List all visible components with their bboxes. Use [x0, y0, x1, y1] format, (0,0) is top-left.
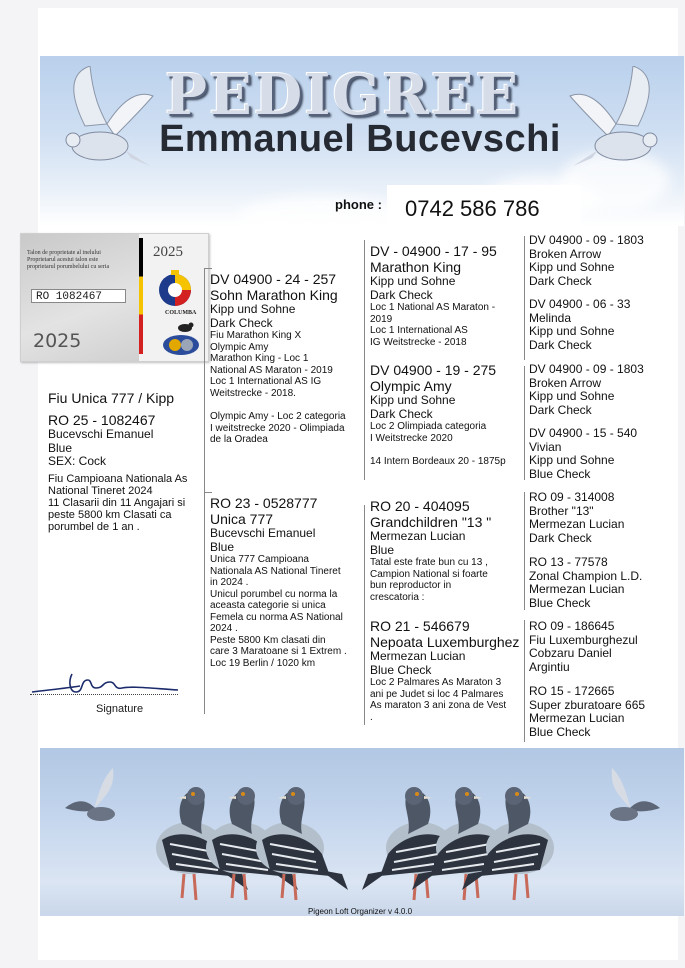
ring-card-year-bottom: 2025	[33, 330, 82, 352]
subject-color: Blue	[48, 440, 73, 455]
ring-card-emblem-icon	[161, 334, 201, 356]
footer-banner	[40, 748, 684, 916]
sire-notes: Fiu Marathon King X Olympic Amy Marathon King - Loc 1 National AS Maraton - 2019 Loc 1 International AS IG Weitstrecke - 2018. Olympic Amy - Loc 2 categoria I weitstrecke 2020 - Olimpiada de la Oradea	[210, 330, 346, 445]
sire-name: Sohn Marathon King	[210, 287, 338, 303]
gen3-ring: DV 04900 - 09 - 1803	[529, 233, 644, 247]
dam	[210, 495, 362, 669]
sire	[210, 271, 362, 446]
gen3-ring: DV 04900 - 15 - 540	[529, 426, 638, 440]
dd-ring: RO 21 - 546679	[370, 618, 470, 634]
sire-sire	[370, 243, 524, 348]
ds-ring: RO 20 - 404095	[370, 498, 470, 514]
columba-label: COLUMBA	[165, 310, 197, 316]
sire-color: Dark Check	[210, 315, 273, 330]
ds-notes: Tatal este frate bun cu 13 , Campion National si foarte bun reproductor in crescatoria :	[370, 557, 488, 603]
dam-ring: RO 23 - 0528777	[210, 495, 318, 511]
connector-line	[204, 268, 212, 269]
dam-breeder: Bucevschi Emanuel	[210, 526, 316, 540]
sd-color: Dark Check	[370, 406, 433, 421]
pigeons-illustration-icon	[40, 748, 684, 916]
gen3-entry: DV 04900 - 15 - 540 Vivian Kipp und Sohne Blue Check	[529, 427, 679, 481]
ss-name: Marathon King	[370, 259, 462, 275]
pedigree-title: PEDIGREE	[164, 62, 521, 128]
connector-line	[204, 492, 212, 493]
signature-scribble-icon	[28, 668, 188, 700]
ss-notes: Loc 1 National AS Maraton - 2019 Loc 1 International AS IG Weitstrecke - 2018	[370, 302, 496, 348]
software-credit: Pigeon Loft Organizer v 4.0.0	[307, 907, 413, 916]
columba-logo-icon	[155, 268, 195, 308]
gen3-entry: RO 15 - 172665 Super zburatoare 665 Mermezan Lucian Blue Check	[529, 685, 679, 739]
dam-name: Unica 777	[210, 511, 274, 527]
subject-sex: SEX: Cock	[48, 454, 107, 468]
connector-line	[524, 492, 525, 610]
sd-breeder: Kipp und Sohne	[370, 393, 456, 407]
ring-ownership-card	[20, 233, 209, 362]
dam-color: Blue	[210, 539, 235, 554]
sire-breeder: Kipp und Sohne	[210, 302, 296, 316]
ring-card-number: RO 1082467	[31, 289, 126, 303]
gen3-entry: DV 04900 - 09 - 1803 Broken Arrow Kipp und Sohne Dark Check	[529, 234, 679, 288]
gen3-entry: DV 04900 - 06 - 33 Melinda Kipp und Sohne Dark Check	[529, 298, 679, 352]
sd-name: Olympic Amy	[370, 378, 452, 394]
sd-notes: Loc 2 Olimpiada categoria I Weitstrecke 2020 14 Intern Bordeaux 20 - 1875p	[370, 421, 506, 467]
gen3-ring: RO 15 - 172665	[529, 684, 615, 698]
gen3-entry: RO 09 - 186645 Fiu Luxemburghezul Cobzaru Daniel Argintiu	[529, 620, 679, 674]
gen3-ring: RO 13 - 77578	[529, 555, 608, 569]
ring-card-pigeon-icon	[175, 320, 195, 334]
ss-ring: DV - 04900 - 17 - 95	[370, 243, 497, 259]
sire-ring: DV 04900 - 24 - 257	[210, 271, 337, 287]
gen3-ring: RO 09 - 314008	[529, 490, 615, 504]
ring-card-text: Talon de proprietate al inelului Proprietarul acestui talon este proprietarul porumbelului cu seria	[27, 250, 110, 270]
sire-dam	[370, 362, 524, 468]
gen3-entry: RO 13 - 77578 Zonal Champion L.D. Mermezan Lucian Blue Check	[529, 556, 679, 610]
ring-card-year-top: 2025	[153, 244, 183, 260]
ss-breeder: Kipp und Sohne	[370, 274, 456, 288]
subject-owner: Bucevschi Emanuel	[48, 427, 154, 441]
gen3-ring: RO 09 - 186645	[529, 619, 615, 633]
sd-ring: DV 04900 - 19 - 275	[370, 362, 497, 378]
connector-line	[364, 240, 365, 480]
ds-color: Blue	[370, 542, 395, 557]
signature-line	[30, 694, 178, 695]
dd-notes: Loc 2 Palmares As Maraton 3 ani pe Judet si loc 4 Palmares As maraton 3 ani zona de Vest .	[370, 677, 507, 723]
connector-line	[364, 505, 365, 725]
gen3-ring: DV 04900 - 09 - 1803	[529, 362, 644, 376]
dd-color: Blue Check	[370, 662, 432, 677]
gen3-ring: DV 04900 - 06 - 33	[529, 297, 631, 311]
subject-notes: Fiu Campioana Nationala As National Tineret 2024 11 Clasarii din 11 Angajari si peste 5800 km Clasati ca porumbel de 1 an .	[48, 472, 188, 533]
connector-line	[204, 268, 205, 714]
flag-stripe	[139, 238, 143, 354]
subject-parentage: Fiu Unica 777 / Kipp	[48, 390, 175, 406]
ds-breeder: Mermezan Lucian	[370, 529, 466, 543]
phone-number: 0742 586 786	[387, 185, 581, 229]
gen3-entry: RO 09 - 314008 Brother "13" Mermezan Lucian Dark Check	[529, 491, 679, 545]
connector-line	[524, 366, 525, 480]
phone-label: phone :	[335, 197, 382, 212]
subject-ring: RO 25 - 1082467	[48, 412, 156, 428]
dam-notes: Unica 777 Campioana Nationala AS National Tineret in 2024 . Unicul porumbel cu norma la aceasta categorie si unica Femela cu norma AS National 2024 . Peste 5800 Km clasati din care 3 Maratoane si 1 Extrem . Loc 19 Berlin / 1020 km	[210, 554, 347, 669]
subject-pigeon	[48, 390, 204, 533]
connector-line	[524, 620, 525, 742]
dd-name: Nepoata Luxemburghez	[370, 634, 520, 650]
ds-name: Grandchildren "13 "	[370, 514, 492, 530]
dd-breeder: Mermezan Lucian	[370, 649, 466, 663]
dam-dam	[370, 618, 524, 723]
owner-name: Emmanuel Bucevschi	[159, 118, 561, 160]
connector-line	[524, 236, 525, 360]
dam-sire	[370, 498, 524, 603]
gen3-entry: DV 04900 - 09 - 1803 Broken Arrow Kipp und Sohne Dark Check	[529, 363, 679, 417]
ss-color: Dark Check	[370, 287, 433, 302]
signature-label: Signature	[96, 703, 144, 715]
